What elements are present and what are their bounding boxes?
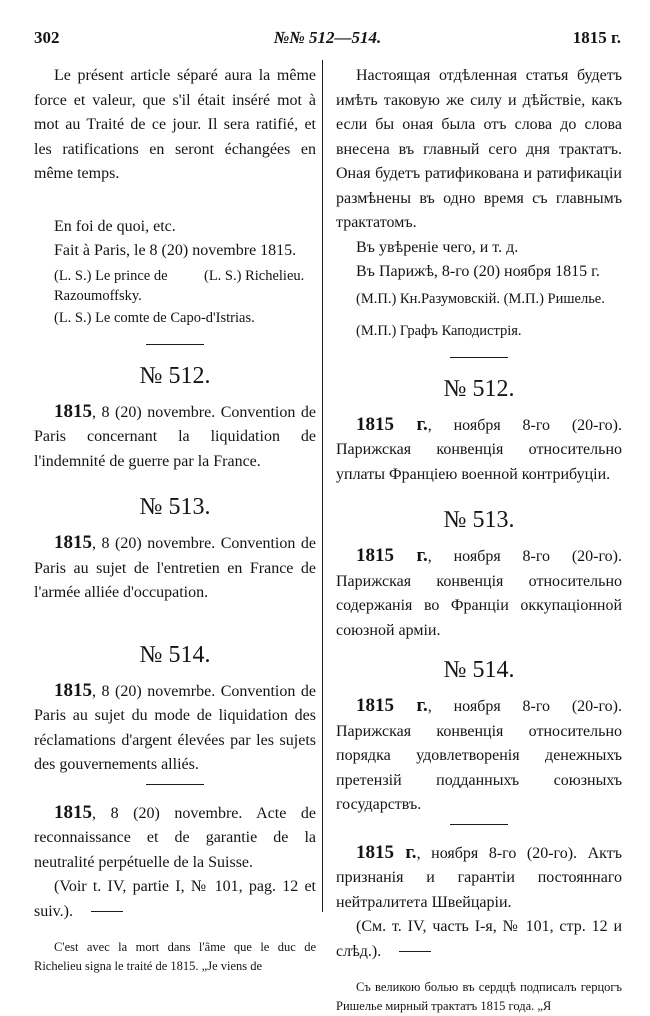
entry-513-year: 1815: [54, 532, 92, 553]
separate-article-text: Le présent article séparé aura la même force et valeur, que s'il était inséré mot à mot au Traité de ce jour. Il sera ratifié, et les ratifications en seront échangées en même temps.: [34, 67, 316, 182]
signature-capodistrias: (L. S.) Le comte de Capo-d'Istrias.: [54, 309, 255, 326]
entry-513: [336, 544, 622, 643]
entry-512: [336, 413, 622, 488]
doc-number-512: № 512.: [139, 362, 211, 389]
see-reference: (См. т. IV, часть I-я, № 101, стр. 12 и слѣд.).: [336, 918, 622, 960]
entry-514-year: 1815: [54, 679, 92, 701]
entry-514-text: , 8 (20) novemrbe. Convention de Paris au sujet du mode de liquidation des réclamations d'argent élevées par les sujets des gouvernements alliés.: [34, 682, 316, 773]
entry-512-text: , 8 (20) novembre. Convention de Paris concernant la liquidation de l'indemnité de guerre par la France.: [34, 403, 316, 470]
doc-number-513: № 513.: [139, 494, 211, 520]
short-rule: [91, 911, 123, 912]
entry-512-text: , ноября 8-го (20-го). Парижская конвенція относительно уплаты Франціею военной контрибуціи.: [336, 416, 622, 483]
entry-513-text: , ноября 8-го (20-го). Парижская конвенція относительно содержанія во Франціи оккупаціонной союзной арміи.: [336, 548, 622, 639]
signatures-row: (М.П.) Кн.Разумовскій. (М.П.) Ришелье.: [356, 290, 605, 307]
signature-richelieu: (L. S.) Richelieu.: [204, 267, 305, 284]
doc-number-514: № 514.: [139, 641, 211, 668]
entry-swiss-text: , ноября 8-го (20-го). Актъ признанія и гарантіи постояннаго нейтралитета Швейцаріи.: [336, 844, 622, 911]
entry-swiss: [336, 841, 622, 916]
see-reference: (Voir t. IV, partie I, № 101, pag. 12 et suiv.).: [34, 878, 316, 920]
signature-razoumoffsky: (L. S.) Le prince de Razoumoffsky.: [54, 267, 168, 304]
page-number: 302: [34, 28, 60, 47]
entry-514-year: 1815 г.: [356, 695, 428, 716]
entry-swiss: [34, 801, 316, 876]
done-at-line: Въ Парижѣ, 8-го (20) ноября 1815 г.: [356, 263, 600, 280]
in-witness-line: En foi de quoi, etc.: [54, 217, 176, 235]
entry-512: [34, 400, 316, 475]
separate-article-text: Настоящая отдѣленная статья будетъ имѣть таковую же силу и дѣйствіе, какъ если бы оная была отъ слова до слова внесена въ главный сего дня трактатъ. Оная будетъ ратификована и ратификаціи размѣнены въ одно время съ главнымъ трактатомъ.: [336, 67, 622, 231]
entry-514: [34, 679, 316, 778]
doc-number-512: № 512.: [443, 375, 515, 402]
entry-513: [34, 531, 316, 606]
doc-number-513: № 513.: [443, 507, 515, 533]
entry-swiss-text: , 8 (20) novembre. Acte de reconnaissance et de garantie de la neutralité perpétuelle de la Suisse.: [34, 804, 316, 871]
in-witness-line: Въ увѣреніе чего, и т. д.: [356, 238, 519, 256]
doc-number-514: № 514.: [443, 657, 515, 683]
entry-513-text: , 8 (20) novembre. Convention de Paris au sujet de l'entretien en France de l'armée alliée d'occupation.: [34, 535, 316, 601]
entry-swiss-year: 1815 г.: [356, 841, 417, 863]
signature-capodistrias: (М.П.) Графъ Каподистрія.: [356, 322, 522, 339]
russian-column: [336, 64, 622, 1016]
document-numbers: №№ 512—514.: [273, 28, 382, 47]
footnote-text: Съ великою болью въ сердцѣ подписалъ герцогъ Ришелье мирный трактатъ 1815 года. „Я: [336, 980, 622, 1013]
short-rule: [399, 951, 431, 952]
entry-512-year: 1815: [54, 400, 92, 422]
entry-514: [336, 694, 622, 818]
header-year: 1815 г.: [572, 28, 621, 47]
column-divider: [322, 60, 323, 912]
page-header: [34, 28, 621, 52]
entry-514-text: , ноября 8-го (20-го). Парижская конвенція относительно порядка удовлетворенія денежныхъ претензій подданныхъ союзныхъ государствъ.: [336, 698, 622, 813]
done-at-line: Fait à Paris, le 8 (20) novembre 1815.: [54, 242, 297, 259]
entry-512-year: 1815 г.: [356, 413, 428, 435]
entry-513-year: 1815 г.: [356, 545, 428, 566]
signatures-row: [34, 266, 316, 306]
footnote-text: C'est avec la mort dans l'âme que le duc de Richelieu signa le traité de 1815. „Je viens de: [34, 940, 316, 973]
french-column: [34, 64, 316, 976]
entry-swiss-year: 1815: [54, 801, 92, 823]
